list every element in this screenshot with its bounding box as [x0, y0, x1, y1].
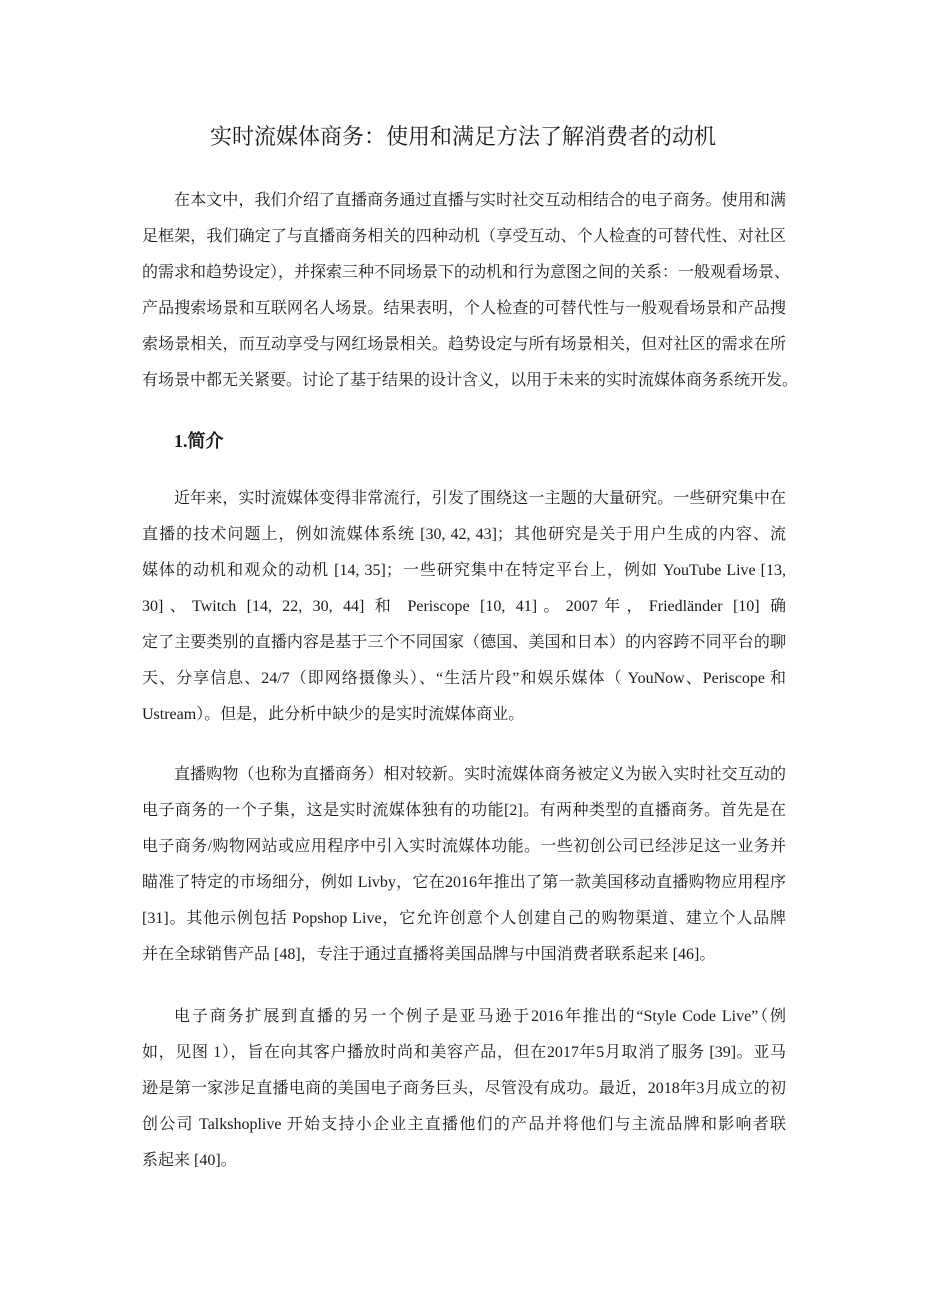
text-line: 如，见图 1），旨在向其客户播放时尚和美容产品，但在2017年5月取消了服务 [39]。亚马 — [142, 1044, 786, 1061]
abstract-paragraph — [142, 183, 799, 399]
text-line: 媒体的动机和观众的动机 [14, 35]；一些研究集中在特定平台上，例如 YouTube Live [13, — [142, 562, 786, 579]
text-line: 30]、Twitch [14, 22, 30, 44] 和 Periscope [10, 41]。2007年，Friedländer [10] 确 — [142, 598, 786, 615]
text-line: 直播的技术问题上，例如流媒体系统 [30, 42, 43]；其他研究是关于用户生成的内容、流 — [142, 526, 786, 543]
section-heading: 1.简介 — [174, 431, 224, 451]
text-line: Ustream）。但是，此分析中缺少的是实时流媒体商业。 — [142, 706, 525, 723]
text-line: 定了主要类别的直播内容是基于三个不同国家（德国、美国和日本）的内容跨不同平台的聊 — [142, 634, 786, 651]
text-line: 索场景相关，而互动享受与网红场景相关。趋势设定与所有场景相关，但对社区的需求在所 — [142, 336, 786, 353]
body-paragraph — [142, 757, 786, 973]
text-line: 电子商务/购物网站或应用程序中引入实时流媒体功能。一些初创公司已经涉足这一业务并 — [142, 838, 786, 855]
text-line: 并在全球销售产品 [48]，专注于通过直播将美国品牌与中国消费者联系起来 [46]。 — [142, 946, 716, 963]
text-line: 足框架，我们确定了与直播商务相关的四种动机（享受互动、个人检查的可替代性、对社区 — [142, 228, 786, 245]
text-line: 系起来 [40]。 — [142, 1152, 237, 1169]
text-line: 创公司 Talkshoplive 开始支持小企业主直播他们的产品并将他们与主流品牌和影响者联 — [142, 1116, 786, 1133]
text-line: 直播购物（也称为直播商务）相对较新。实时流媒体商务被定义为嵌入实时社交互动的 — [174, 766, 786, 783]
text-line: 电子商务扩展到直播的另一个例子是亚马逊于2016年推出的“Style Code Live”（例 — [174, 1008, 786, 1025]
text-line: 电子商务的一个子集，这是实时流媒体独有的功能[2]。有两种类型的直播商务。首先是在 — [142, 802, 786, 819]
text-line: 逊是第一家涉足直播电商的美国电子商务巨头，尽管没有成功。最近，2018年3月成立的初 — [142, 1080, 786, 1097]
text-line: 瞄准了特定的市场细分，例如 Livby，它在2016年推出了第一款美国移动直播购物应用程序 — [142, 874, 786, 891]
body-paragraph — [142, 481, 786, 733]
text-line: 有场景中都无关紧要。讨论了基于结果的设计含义，以用于未来的实时流媒体商务系统开发。 — [142, 372, 799, 389]
text-line: 的需求和趋势设定），并探索三种不同场景下的动机和行为意图之间的关系：一般观看场景、 — [142, 264, 791, 281]
text-line: 天、分享信息、24/7（即网络摄像头）、“生活片段”和娱乐媒体（ YouNow、Periscope 和 — [142, 670, 786, 687]
page-title: 实时流媒体商务：使用和满足方法了解消费者的动机 — [209, 124, 716, 149]
text-line: 产品搜索场景和互联网名人场景。结果表明，个人检查的可替代性与一般观看场景和产品搜 — [142, 300, 786, 317]
text-line: 在本文中，我们介绍了直播商务通过直播与实时社交互动相结合的电子商务。使用和满 — [174, 192, 786, 209]
text-line: 近年来，实时流媒体变得非常流行，引发了围绕这一主题的大量研究。一些研究集中在 — [174, 490, 786, 507]
text-line: [31]。其他示例包括 Popshop Live，它允许创意个人创建自己的购物渠道、建立个人品牌 — [142, 910, 786, 927]
body-paragraph — [142, 999, 786, 1179]
